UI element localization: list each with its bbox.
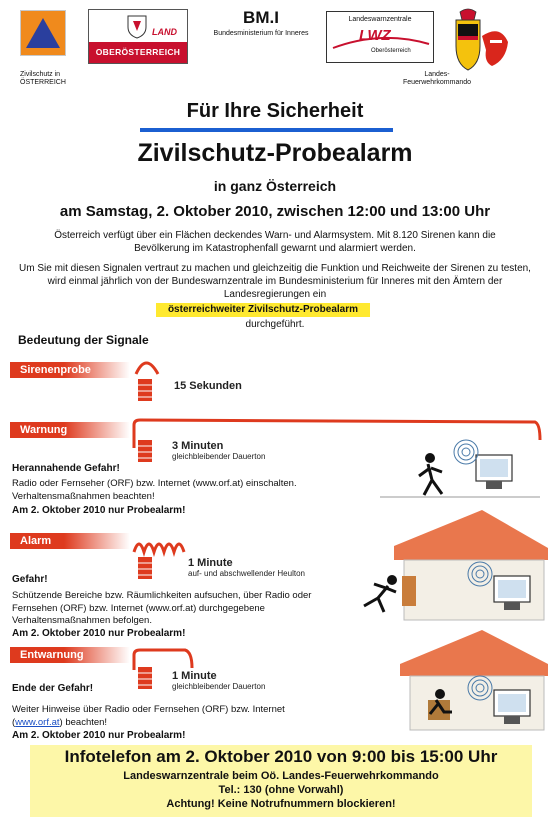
lwz-top: Landeswarnzentrale [348, 16, 412, 23]
kicker-title: Für Ihre Sicherheit [186, 100, 364, 122]
siren-icon [138, 557, 152, 579]
caption-line: Feuerwehrkommando [402, 79, 472, 86]
info-phone [30, 784, 532, 796]
signals-heading: Bedeutung der Signale [18, 333, 149, 347]
warnung-text: Radio oder Fernseher (ORF) bzw. Internet (www.orf.at) einschalten. Verhaltensmaßnahmen beachten! [12, 478, 297, 502]
tone-text: auf- und abschwellender Heulton [188, 569, 305, 578]
tv-icon [476, 455, 512, 489]
entwarnung-text-before: Weiter Hinweise über Radio oder Fernsehen (ORF) bzw. Internet [12, 704, 285, 715]
warnung-note: Am 2. Oktober 2010 nur Probealarm! [12, 505, 186, 516]
intro-paragraph-1: Österreich verfügt über ein Flächen deckendes Warn- und Alarmsystem. Mit 8.120 Sirenen kann die Bevölkerung im Katastrophenfall gewarnt und alarmiert werden. [54, 230, 496, 254]
duration-warnung [172, 440, 265, 461]
caption-line: Landes- [424, 71, 450, 78]
signal-curve [134, 544, 184, 552]
phone-value: 130 (ohne Vorwahl) [243, 784, 344, 796]
info-box [30, 745, 532, 817]
signal-curve [136, 363, 158, 374]
duration-text: 1 Minute [172, 670, 217, 682]
alarm-heading: Gefahr! [12, 574, 48, 585]
entwarnung-heading: Ende der Gefahr! [12, 683, 94, 694]
entwarnung-note: Am 2. Oktober 2010 nur Probealarm! [12, 730, 186, 741]
phone-label: Tel.: [218, 784, 244, 796]
bmi-title: BM.I [243, 8, 279, 27]
lwz-bottom: Oberösterreich [371, 48, 411, 54]
info-phone-hours: Infotelefon am 2. Oktober 2010 von 9:00 bis 15:00 Uhr [64, 747, 498, 766]
alarm-text: Schützende Bereiche bzw. Räumlichkeiten aufsuchen, über Radio oder Fernsehen (ORF) bzw. Internet (www.orf.at) durchgegebene Verhaltensmaßnahmen befolgen. [12, 590, 312, 626]
land-word: LAND [152, 27, 177, 37]
band-sirenenprobe: Sirenenprobe [10, 362, 130, 378]
orf-link[interactable]: www.orf.at [15, 716, 60, 728]
duration-sirenenprobe [174, 380, 242, 392]
bmi-subtitle: Bundesministerium für Inneres [213, 30, 309, 37]
land-name: OBERÖSTERREICH [89, 42, 187, 63]
duration-alarm [188, 557, 305, 578]
duration-text: 1 Minute [188, 557, 233, 569]
page-title: Zivilschutz-Probealarm [137, 139, 413, 167]
tone-text: gleichbleibender Dauerton [172, 682, 266, 691]
subtitle-region: in ganz Österreich [213, 178, 337, 194]
band-warnung: Warnung [10, 422, 130, 438]
duration-entwarnung [172, 670, 265, 691]
walking-person-icon [419, 453, 442, 495]
intro-paragraph-2: Um Sie mit diesen Signalen vertraut zu machen und gleichzeitig die Funktion und Reichweite der Sirenen zu testen, wird einmal jährlich von der Bundeswarnzentrale im Bundesministerium für Inneres mit den Ämtern der Landesregierungen ein [19, 263, 531, 300]
siren-icon [138, 667, 152, 689]
info-warning: Achtung! Keine Notrufnummern blockieren! [166, 798, 396, 810]
warnung-heading: Herannahende Gefahr! [12, 463, 120, 474]
running-person-icon [364, 575, 397, 612]
siren-icon [138, 440, 152, 462]
band-alarm: Alarm [10, 533, 130, 549]
siren-icon [138, 379, 152, 401]
entwarnung-text-after: beachten! [62, 716, 108, 728]
intro-paragraph-3: durchgeführt. [245, 319, 305, 330]
band-entwarnung: Entwarnung [10, 647, 130, 663]
alarm-note: Am 2. Oktober 2010 nur Probealarm! [12, 628, 186, 639]
duration-text: 15 Sekunden [174, 380, 242, 392]
caption-line: ÖSTERREICH [20, 79, 66, 86]
lwz-abbr: LWZ [359, 27, 391, 44]
highlight-probealarm: österreichweiter Zivilschutz-Probealarm [156, 303, 370, 317]
duration-text: 3 Minuten [172, 440, 224, 452]
house-icon [394, 510, 548, 620]
subtitle-date: am Samstag, 2. Oktober 2010, zwischen 12:00 und 13:00 Uhr [59, 203, 491, 220]
radio-waves-icon [454, 440, 478, 464]
info-organisation: Landeswarnzentrale beim Oö. Landes-Feuerwehrkommando [123, 770, 439, 782]
entwarnung-text: Weiter Hinweise über Radio oder Fernsehen (ORF) bzw. Internet (www.orf.at) beachten! [12, 704, 285, 728]
caption-line: Zivilschutz in [20, 71, 61, 78]
tone-text: gleichbleibender Dauerton [172, 452, 266, 461]
